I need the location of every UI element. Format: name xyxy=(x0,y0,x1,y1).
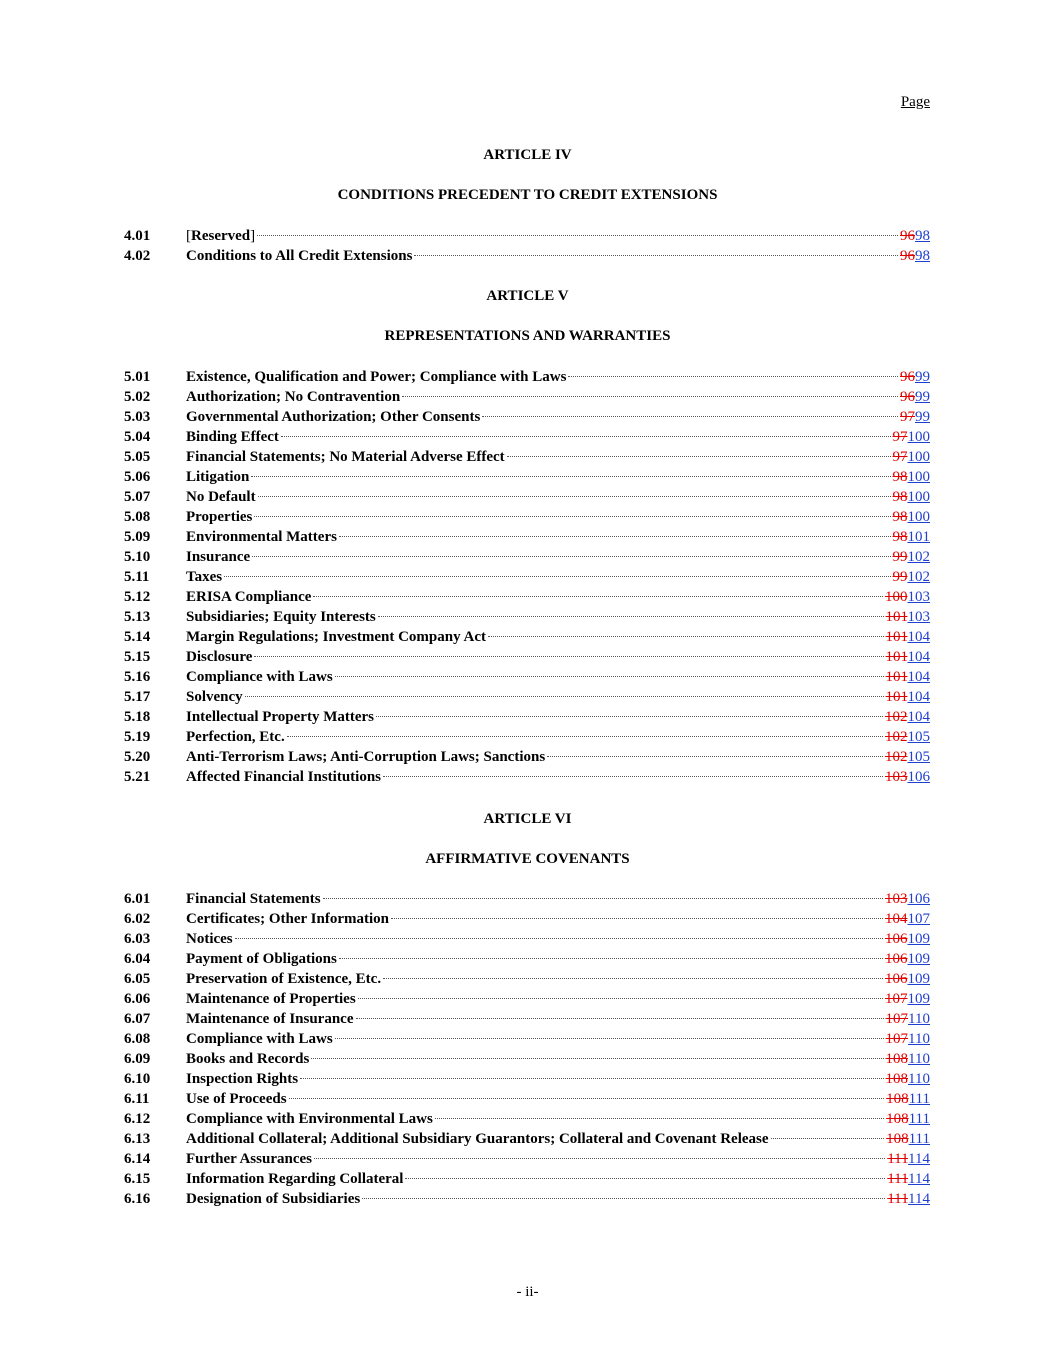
section-number: 5.06 xyxy=(124,469,151,485)
dot-leader xyxy=(568,375,898,377)
dot-leader xyxy=(289,1097,885,1099)
dot-leader xyxy=(287,735,883,737)
toc-entry[interactable] xyxy=(124,226,930,246)
new-page-number[interactable]: 109 xyxy=(907,931,930,947)
toc-list-article-5 xyxy=(124,367,930,787)
toc-entry[interactable] xyxy=(124,246,930,266)
old-page-number: 111 xyxy=(887,1171,909,1187)
new-page-number[interactable]: 110 xyxy=(908,1011,930,1027)
toc-entry[interactable] xyxy=(124,969,930,989)
section-title: Maintenance of Properties xyxy=(186,991,356,1007)
dot-leader xyxy=(547,755,883,757)
section-title: Payment of Obligations xyxy=(186,951,337,967)
section-title: Anti-Terrorism Laws; Anti-Corruption Laws; Sanctions xyxy=(186,749,546,765)
dot-leader xyxy=(383,977,883,979)
dot-leader xyxy=(314,1157,885,1159)
toc-entry[interactable] xyxy=(124,567,930,587)
old-page-number: 98 xyxy=(892,489,908,505)
section-title: Litigation xyxy=(186,469,250,485)
section-number: 5.12 xyxy=(124,589,151,605)
old-page-number: 108 xyxy=(885,1051,909,1067)
section-title: Authorization; No Contravention xyxy=(186,389,401,405)
dot-leader xyxy=(358,997,883,999)
section-title: No Default xyxy=(186,489,256,505)
dot-leader xyxy=(311,1057,883,1059)
toc-entry[interactable] xyxy=(124,1049,930,1069)
old-page-number: 97 xyxy=(892,429,908,445)
article-4-header xyxy=(0,145,1055,205)
dot-leader xyxy=(252,555,890,557)
dot-leader xyxy=(402,395,898,397)
section-number: 6.10 xyxy=(124,1071,151,1087)
new-page-number[interactable]: 100 xyxy=(907,429,930,445)
toc-entry[interactable] xyxy=(124,627,930,647)
new-page-number[interactable]: 100 xyxy=(907,469,930,485)
toc-entry[interactable] xyxy=(124,1009,930,1029)
dot-leader xyxy=(488,635,884,637)
dot-leader xyxy=(339,535,891,537)
new-page-number[interactable]: 104 xyxy=(907,669,930,685)
dot-leader xyxy=(258,495,891,497)
dot-leader xyxy=(771,1137,885,1139)
new-page-number[interactable]: 106 xyxy=(907,891,930,907)
toc-entry[interactable] xyxy=(124,1169,930,1189)
old-page-number: 98 xyxy=(892,469,908,485)
article-subtitle: REPRESENTATIONS AND WARRANTIES xyxy=(384,328,671,344)
dot-leader xyxy=(254,655,883,657)
page-ref[interactable] xyxy=(885,767,930,787)
page-ref[interactable] xyxy=(886,627,930,647)
page-ref[interactable] xyxy=(886,667,930,687)
page-ref[interactable] xyxy=(886,1009,930,1029)
dot-leader xyxy=(383,775,883,777)
dot-leader xyxy=(224,575,890,577)
new-page-number[interactable]: 109 xyxy=(907,951,930,967)
section-number: 5.11 xyxy=(124,569,150,585)
page-ref[interactable] xyxy=(900,387,930,407)
page-ref[interactable] xyxy=(893,467,931,487)
section-title: Compliance with Environmental Laws xyxy=(186,1111,433,1127)
toc-list-article-4 xyxy=(124,226,930,266)
section-title: Environmental Matters xyxy=(186,529,337,545)
dot-leader xyxy=(335,1037,884,1039)
new-page-number[interactable]: 102 xyxy=(907,569,930,585)
section-title: Notices xyxy=(186,931,233,947)
section-title: Compliance with Laws xyxy=(186,669,333,685)
dot-leader xyxy=(378,615,884,617)
page-ref[interactable] xyxy=(885,727,930,747)
toc-entry[interactable] xyxy=(124,989,930,1009)
section-number: 6.13 xyxy=(124,1131,151,1147)
page-ref[interactable] xyxy=(886,607,930,627)
old-page-number: 96 xyxy=(900,248,915,264)
new-page-number[interactable]: 114 xyxy=(908,1171,930,1187)
dot-leader xyxy=(376,715,883,717)
old-page-number: 96 xyxy=(900,228,915,244)
section-number: 6.16 xyxy=(124,1191,151,1207)
new-page-number[interactable]: 104 xyxy=(907,709,930,725)
old-page-number: 106 xyxy=(885,931,908,947)
page-ref[interactable] xyxy=(900,407,930,427)
new-page-number[interactable]: 110 xyxy=(908,1031,930,1047)
old-page-number: 108 xyxy=(886,1131,909,1147)
section-number: 5.07 xyxy=(124,489,151,505)
old-page-number: 106 xyxy=(885,951,908,967)
section-title: Solvency xyxy=(186,689,243,705)
dot-leader xyxy=(251,475,890,477)
section-number: 6.08 xyxy=(124,1031,151,1047)
section-title: Disclosure xyxy=(186,649,253,665)
section-title: Further Assurances xyxy=(186,1151,312,1167)
section-title: Certificates; Other Information xyxy=(186,911,389,927)
page-label: Page xyxy=(900,94,930,110)
new-page-number[interactable]: 111 xyxy=(908,1131,930,1147)
page-ref[interactable] xyxy=(886,1049,930,1069)
section-number: 6.04 xyxy=(124,951,151,967)
section-title: Affected Financial Institutions xyxy=(186,769,381,785)
page-ref[interactable] xyxy=(885,747,930,767)
section-title: Governmental Authorization; Other Consents xyxy=(186,409,481,425)
section-title: Financial Statements; No Material Adverse Effect xyxy=(186,449,505,465)
toc-entry[interactable] xyxy=(124,447,930,467)
toc-entry[interactable] xyxy=(124,607,930,627)
new-page-number[interactable]: 98 xyxy=(915,228,930,244)
toc-entry[interactable] xyxy=(124,547,930,567)
section-number: 5.16 xyxy=(124,669,151,685)
new-page-number[interactable]: 106 xyxy=(907,769,930,785)
new-page-number[interactable]: 110 xyxy=(908,1071,930,1087)
dot-leader xyxy=(339,957,883,959)
new-page-number[interactable]: 103 xyxy=(907,589,930,605)
section-number: 5.02 xyxy=(124,389,151,405)
section-number: 6.02 xyxy=(124,911,151,927)
toc-entry[interactable] xyxy=(124,1029,930,1049)
section-number: 6.11 xyxy=(124,1091,150,1107)
old-page-number: 103 xyxy=(885,891,908,907)
section-title: Additional Collateral; Additional Subsidiary Guarantors; Collateral and Covenant Release xyxy=(186,1131,769,1147)
dot-leader xyxy=(245,695,884,697)
page-ref[interactable] xyxy=(893,447,931,467)
section-title: Designation of Subsidiaries xyxy=(186,1191,361,1207)
dot-leader xyxy=(507,455,891,457)
new-page-number[interactable]: 111 xyxy=(908,1091,930,1107)
section-title: Perfection, Etc. xyxy=(186,729,285,745)
page-ref[interactable] xyxy=(886,647,930,667)
section-title: Books and Records xyxy=(186,1051,310,1067)
new-page-number[interactable]: 99 xyxy=(915,389,930,405)
new-page-number[interactable]: 105 xyxy=(907,729,930,745)
old-page-number: 107 xyxy=(885,1031,909,1047)
dot-leader xyxy=(405,1177,885,1179)
new-page-number[interactable]: 104 xyxy=(907,649,930,665)
toc-entry[interactable] xyxy=(124,1149,930,1169)
new-page-number[interactable]: 104 xyxy=(907,689,930,705)
dot-leader xyxy=(235,937,883,939)
section-title: Subsidiaries; Equity Interests xyxy=(186,609,376,625)
old-page-number: 107 xyxy=(885,1011,909,1027)
page-ref[interactable] xyxy=(885,949,930,969)
page-ref[interactable] xyxy=(885,587,930,607)
old-page-number: 100 xyxy=(885,589,908,605)
toc-entry[interactable] xyxy=(124,747,930,767)
toc-list-article-6 xyxy=(124,889,930,1209)
old-page-number: 106 xyxy=(885,971,908,987)
section-number: 6.09 xyxy=(124,1051,151,1067)
old-page-number: 101 xyxy=(885,689,908,705)
new-page-number[interactable]: 98 xyxy=(915,248,930,264)
old-page-number: 101 xyxy=(885,629,908,645)
section-title: ERISA Compliance xyxy=(186,589,312,605)
old-page-number: 101 xyxy=(885,649,908,665)
section-title: Use of Proceeds xyxy=(186,1091,287,1107)
toc-entry[interactable] xyxy=(124,527,930,547)
page-ref[interactable] xyxy=(885,929,930,949)
new-page-number[interactable]: 99 xyxy=(915,369,930,385)
old-page-number: 104 xyxy=(885,911,908,927)
section-number: 6.15 xyxy=(124,1171,151,1187)
section-number: 6.12 xyxy=(124,1111,151,1127)
dot-leader xyxy=(335,675,884,677)
section-number: 6.05 xyxy=(124,971,151,987)
section-number: 6.03 xyxy=(124,931,151,947)
section-number: 5.03 xyxy=(124,409,151,425)
article-6-header xyxy=(0,809,1055,869)
old-page-number: 97 xyxy=(892,449,908,465)
toc-entry[interactable] xyxy=(124,687,930,707)
new-page-number[interactable]: 109 xyxy=(907,991,930,1007)
page-footer: - ii- xyxy=(516,1284,539,1300)
section-title: Preservation of Existence, Etc. xyxy=(186,971,382,987)
page-ref[interactable] xyxy=(886,1109,930,1129)
section-title: Margin Regulations; Investment Company Act xyxy=(186,629,486,645)
section-number: 5.08 xyxy=(124,509,151,525)
section-number: 4.02 xyxy=(124,248,151,264)
page-ref[interactable] xyxy=(885,969,930,989)
dot-leader xyxy=(414,254,898,256)
toc-entry[interactable] xyxy=(124,587,930,607)
section-title: [Reserved] xyxy=(186,228,256,244)
new-page-number[interactable]: 100 xyxy=(907,509,930,525)
toc-entry[interactable] xyxy=(124,507,930,527)
old-page-number: 99 xyxy=(892,569,908,585)
section-number: 6.07 xyxy=(124,1011,151,1027)
section-title: Taxes xyxy=(186,569,223,585)
toc-entry[interactable] xyxy=(124,767,930,787)
toc-entry[interactable] xyxy=(124,889,930,909)
old-page-number: 98 xyxy=(892,529,908,545)
toc-entry[interactable] xyxy=(124,367,930,387)
toc-entry[interactable] xyxy=(124,929,930,949)
old-page-number: 102 xyxy=(885,709,908,725)
section-title: Binding Effect xyxy=(186,429,279,445)
section-title: Compliance with Laws xyxy=(186,1031,333,1047)
toc-entry[interactable] xyxy=(124,647,930,667)
page-ref[interactable] xyxy=(893,567,931,587)
page-ref[interactable] xyxy=(900,226,930,246)
section-number: 5.13 xyxy=(124,609,151,625)
new-page-number[interactable]: 110 xyxy=(908,1051,930,1067)
section-number: 5.04 xyxy=(124,429,151,445)
dot-leader xyxy=(362,1197,885,1199)
page-ref[interactable] xyxy=(886,687,930,707)
old-page-number: 96 xyxy=(900,389,915,405)
section-number: 6.01 xyxy=(124,891,151,907)
old-page-number: 98 xyxy=(892,509,908,525)
page-ref[interactable] xyxy=(885,909,930,929)
old-page-number: 102 xyxy=(885,749,908,765)
page-ref[interactable] xyxy=(887,1169,930,1189)
section-title: Inspection Rights xyxy=(186,1071,299,1087)
section-number: 5.09 xyxy=(124,529,151,545)
page-ref[interactable] xyxy=(900,367,930,387)
page-ref[interactable] xyxy=(887,1189,930,1209)
section-number: 5.10 xyxy=(124,549,151,565)
section-title: Intellectual Property Matters xyxy=(186,709,374,725)
dot-leader xyxy=(323,897,883,899)
section-number: 5.19 xyxy=(124,729,151,745)
new-page-number[interactable]: 107 xyxy=(907,911,930,927)
toc-entry[interactable] xyxy=(124,487,930,507)
page-ref[interactable] xyxy=(886,1069,930,1089)
page-ref[interactable] xyxy=(886,1089,930,1109)
old-page-number: 101 xyxy=(885,609,908,625)
article-subtitle: AFFIRMATIVE COVENANTS xyxy=(425,851,630,867)
old-page-number: 96 xyxy=(900,369,915,385)
old-page-number: 111 xyxy=(887,1191,909,1207)
dot-leader xyxy=(435,1117,884,1119)
new-page-number[interactable]: 99 xyxy=(915,409,930,425)
toc-entry[interactable] xyxy=(124,727,930,747)
dot-leader xyxy=(482,415,898,417)
page-ref[interactable] xyxy=(893,427,931,447)
old-page-number: 102 xyxy=(885,729,908,745)
section-title: Existence, Qualification and Power; Compliance with Laws xyxy=(186,369,567,385)
article-title: ARTICLE VI xyxy=(483,811,572,827)
toc-entry[interactable] xyxy=(124,949,930,969)
section-title: Information Regarding Collateral xyxy=(186,1171,404,1187)
section-title: Financial Statements xyxy=(186,891,321,907)
toc-entry[interactable] xyxy=(124,427,930,447)
section-title: Insurance xyxy=(186,549,251,565)
dot-leader xyxy=(300,1077,883,1079)
dot-leader xyxy=(281,435,891,437)
page-ref[interactable] xyxy=(893,547,931,567)
old-page-number: 99 xyxy=(892,549,908,565)
section-number: 5.05 xyxy=(124,449,151,465)
toc-entry[interactable] xyxy=(124,707,930,727)
toc-entry[interactable] xyxy=(124,909,930,929)
page-ref[interactable] xyxy=(886,1029,930,1049)
new-page-number[interactable]: 109 xyxy=(907,971,930,987)
page-ref[interactable] xyxy=(893,487,931,507)
old-page-number: 108 xyxy=(886,1111,909,1127)
old-page-number: 111 xyxy=(887,1151,909,1167)
section-number: 5.15 xyxy=(124,649,151,665)
article-title: ARTICLE IV xyxy=(483,147,572,163)
section-title: Conditions to All Credit Extensions xyxy=(186,248,413,264)
old-page-number: 107 xyxy=(885,991,908,1007)
section-number: 4.01 xyxy=(124,228,151,244)
dot-leader xyxy=(391,917,883,919)
toc-entry[interactable] xyxy=(124,387,930,407)
new-page-number[interactable]: 103 xyxy=(907,609,930,625)
article-subtitle: CONDITIONS PRECEDENT TO CREDIT EXTENSIONS xyxy=(337,187,718,203)
new-page-number[interactable]: 100 xyxy=(907,489,930,505)
page-ref[interactable] xyxy=(885,707,930,727)
old-page-number: 108 xyxy=(885,1071,909,1087)
page-ref[interactable] xyxy=(885,989,930,1009)
new-page-number[interactable]: 111 xyxy=(908,1111,930,1127)
section-number: 6.14 xyxy=(124,1151,151,1167)
old-page-number: 97 xyxy=(900,409,915,425)
toc-entry[interactable] xyxy=(124,467,930,487)
new-page-number[interactable]: 101 xyxy=(907,529,930,545)
dot-leader xyxy=(257,234,898,236)
old-page-number: 101 xyxy=(885,669,908,685)
section-number: 6.06 xyxy=(124,991,151,1007)
article-title: ARTICLE V xyxy=(486,288,569,304)
toc-entry[interactable] xyxy=(124,1069,930,1089)
toc-entry[interactable] xyxy=(124,1089,930,1109)
page-ref[interactable] xyxy=(887,1149,930,1169)
section-number: 5.01 xyxy=(124,369,151,385)
toc-entry[interactable] xyxy=(124,1129,930,1149)
old-page-number: 108 xyxy=(886,1091,909,1107)
new-page-number[interactable]: 105 xyxy=(907,749,930,765)
toc-entry[interactable] xyxy=(124,1189,930,1209)
page-ref[interactable] xyxy=(893,527,931,547)
section-number: 5.17 xyxy=(124,689,151,705)
toc-entry[interactable] xyxy=(124,667,930,687)
dot-leader xyxy=(254,515,890,517)
page-ref[interactable] xyxy=(900,246,930,266)
article-5-header xyxy=(0,286,1055,346)
section-number: 5.18 xyxy=(124,709,151,725)
page-ref[interactable] xyxy=(886,1129,930,1149)
new-page-number[interactable]: 114 xyxy=(908,1191,930,1207)
section-title: Properties xyxy=(186,509,253,525)
new-page-number[interactable]: 114 xyxy=(908,1151,930,1167)
new-page-number[interactable]: 104 xyxy=(907,629,930,645)
dot-leader xyxy=(313,595,883,597)
toc-entry[interactable] xyxy=(124,407,930,427)
section-number: 5.14 xyxy=(124,629,151,645)
page-ref[interactable] xyxy=(885,889,930,909)
new-page-number[interactable]: 100 xyxy=(907,449,930,465)
new-page-number[interactable]: 102 xyxy=(907,549,930,565)
section-title: Maintenance of Insurance xyxy=(186,1011,354,1027)
dot-leader xyxy=(356,1017,884,1019)
old-page-number: 103 xyxy=(885,769,908,785)
toc-entry[interactable] xyxy=(124,1109,930,1129)
page-ref[interactable] xyxy=(893,507,931,527)
section-number: 5.21 xyxy=(124,769,151,785)
section-number: 5.20 xyxy=(124,749,151,765)
